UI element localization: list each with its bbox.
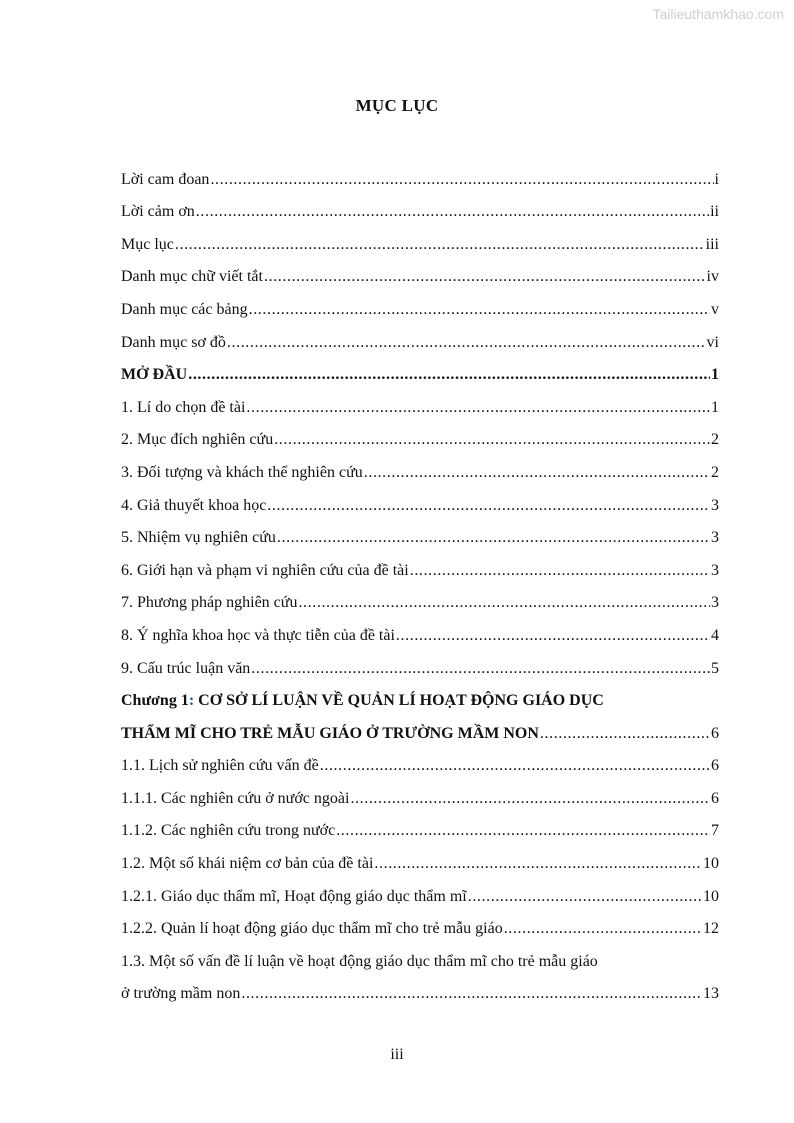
toc-entry-page: 2 <box>711 431 719 449</box>
toc-chapter-heading-cont[interactable] <box>121 711 719 744</box>
table-of-contents <box>121 157 719 1004</box>
dot-leader <box>227 333 706 353</box>
toc-entry-multiline-cont[interactable] <box>121 972 719 1005</box>
toc-entry-text: Danh mục sơ đồ <box>121 333 226 351</box>
toc-entry-page: 12 <box>703 920 719 938</box>
toc-entry-text: Danh mục chữ viết tắt <box>121 268 263 286</box>
toc-entry-text: Mục lục <box>121 235 174 253</box>
toc-entry-page: 3 <box>711 496 719 514</box>
dot-leader <box>364 463 710 483</box>
dot-leader <box>468 887 702 907</box>
toc-entry[interactable] <box>121 418 719 451</box>
toc-entry-text: 3. Đối tượng và khách thể nghiên cứu <box>121 463 363 481</box>
toc-entry-page: iv <box>706 268 719 286</box>
dot-leader <box>264 267 706 287</box>
dot-leader <box>274 430 710 450</box>
toc-entry-page: 3 <box>711 529 719 547</box>
toc-entry-page: v <box>711 300 719 318</box>
dot-leader <box>210 170 713 190</box>
toc-entry-page: 4 <box>711 626 719 644</box>
toc-entry-page: 6 <box>711 724 719 742</box>
dot-leader <box>188 365 710 385</box>
toc-entry[interactable] <box>121 222 719 255</box>
toc-entry-text: 1.2. Một số khái niệm cơ bản của đề tài <box>121 855 374 873</box>
toc-entry[interactable] <box>121 450 719 483</box>
dot-leader <box>298 593 710 613</box>
toc-entry-page: 6 <box>711 757 719 775</box>
toc-entry-text: 1.1.1. Các nghiên cứu ở nước ngoài <box>121 789 350 807</box>
toc-entry-text: 8. Ý nghĩa khoa học và thực tiễn của đề tài <box>121 626 395 644</box>
toc-entry-text: THẨM MĨ CHO TRẺ MẪU GIÁO Ở TRƯỜNG MẦM NON <box>121 724 539 742</box>
toc-entry[interactable] <box>121 744 719 777</box>
toc-entry-text: 1.1. Lịch sử nghiên cứu vấn đề <box>121 757 319 775</box>
toc-entry[interactable] <box>121 385 719 418</box>
toc-entry-text: 1.2.2. Quản lí hoạt động giáo dục thẩm mĩ cho trẻ mẫu giáo <box>121 920 503 938</box>
dot-leader <box>251 659 710 679</box>
toc-entry-page: vi <box>706 333 719 351</box>
dot-leader <box>246 398 710 418</box>
toc-entry-text: Lời cảm ơn <box>121 203 195 221</box>
dot-leader <box>249 300 710 320</box>
chapter-label: Chương 1 <box>121 692 189 710</box>
toc-entry[interactable] <box>121 320 719 353</box>
dot-leader <box>504 919 702 939</box>
dot-leader <box>336 821 710 841</box>
dot-leader <box>540 724 710 744</box>
toc-entry-page: iii <box>705 235 719 253</box>
toc-entry-page: 10 <box>703 855 719 873</box>
dot-leader <box>267 496 710 516</box>
page-number: iii <box>390 1046 404 1063</box>
toc-entry-text: MỞ ĐẦU <box>121 366 188 384</box>
toc-entry-page: 7 <box>711 822 719 840</box>
toc-entry[interactable] <box>121 776 719 809</box>
toc-entry-page: 1 <box>711 398 719 416</box>
toc-entry-text: Danh mục các bảng <box>121 300 248 318</box>
toc-entry[interactable] <box>121 907 719 940</box>
toc-entry-text: 6. Giới hạn và phạm vi nghiên cứu của đề tài <box>121 561 409 579</box>
dot-leader <box>241 984 702 1004</box>
toc-entry[interactable] <box>121 809 719 842</box>
dot-leader <box>175 235 705 255</box>
toc-chapter-heading[interactable] <box>121 679 719 712</box>
watermark: Tailieuthamkhao.com <box>652 6 784 22</box>
toc-entry-text: 5. Nhiệm vụ nghiên cứu <box>121 529 276 547</box>
dot-leader <box>396 626 710 646</box>
toc-entry[interactable] <box>121 516 719 549</box>
toc-entry[interactable] <box>121 646 719 679</box>
toc-entry[interactable] <box>121 581 719 614</box>
toc-entry-text: 4. Giả thuyết khoa học <box>121 496 267 514</box>
toc-entry[interactable] <box>121 287 719 320</box>
dot-leader <box>196 202 709 222</box>
toc-entry[interactable] <box>121 874 719 907</box>
toc-entry-page: 6 <box>711 789 719 807</box>
toc-entry-page: 13 <box>703 985 719 1003</box>
toc-entry-text: 1.3. Một số vấn đề lí luận về hoạt động giáo dục thẩm mĩ cho trẻ mẫu giáo <box>121 952 598 970</box>
toc-entry-intro[interactable] <box>121 353 719 386</box>
toc-entry-page: 1 <box>711 366 719 384</box>
toc-entry-text: 9. Cấu trúc luận văn <box>121 659 251 677</box>
chapter-separator: : <box>188 692 195 710</box>
toc-entry-page: ii <box>710 203 719 221</box>
toc-entry-page: 2 <box>711 463 719 481</box>
toc-entry-text: 1.2.1. Giáo dục thẩm mĩ, Hoạt động giáo dục thẩm mĩ <box>121 887 467 905</box>
toc-entry-text: Lời cam đoan <box>121 170 210 188</box>
toc-entry[interactable] <box>121 483 719 516</box>
dot-leader <box>350 789 710 809</box>
toc-entry[interactable] <box>121 255 719 288</box>
toc-entry-page: i <box>714 170 719 188</box>
toc-entry-page: 10 <box>703 887 719 905</box>
toc-entry-text: 1. Lí do chọn đề tài <box>121 398 246 416</box>
dot-leader <box>374 854 702 874</box>
toc-entry-text: ở trường mầm non <box>121 985 241 1003</box>
toc-entry-text: 7. Phương pháp nghiên cứu <box>121 594 298 612</box>
toc-entry-page: 3 <box>711 561 719 579</box>
page-title: MỤC LỤC <box>355 96 439 115</box>
toc-entry[interactable] <box>121 190 719 223</box>
dot-leader <box>320 756 710 776</box>
dot-leader <box>277 528 710 548</box>
toc-entry-text: 2. Mục đích nghiên cứu <box>121 431 274 449</box>
toc-entry[interactable] <box>121 841 719 874</box>
dot-leader <box>410 561 710 581</box>
toc-entry-text: CƠ SỞ LÍ LUẬN VỀ QUẢN LÍ HOẠT ĐỘNG GIÁO DỤC <box>198 692 604 710</box>
toc-entry-text: 1.1.2. Các nghiên cứu trong nước <box>121 822 336 840</box>
toc-entry[interactable] <box>121 548 719 581</box>
toc-entry[interactable] <box>121 157 719 190</box>
toc-entry-multiline[interactable] <box>121 939 719 972</box>
toc-entry-page: 3 <box>711 594 719 612</box>
toc-entry-page: 5 <box>711 659 719 677</box>
toc-entry[interactable] <box>121 613 719 646</box>
